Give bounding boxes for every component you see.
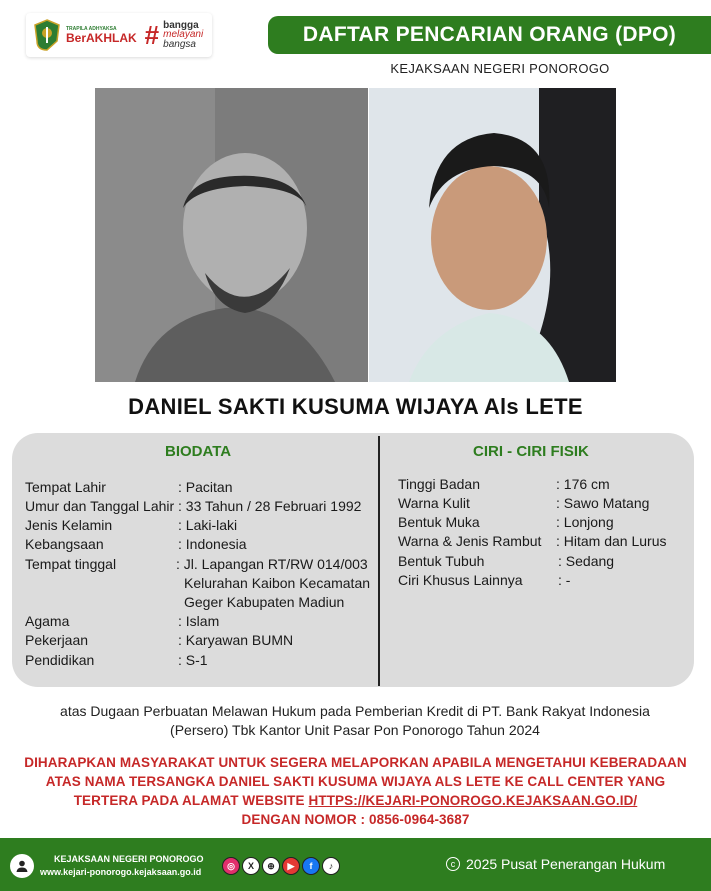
case-description-line-1: atas Dugaan Perbuatan Melawan Hukum pada Pemberian Kredit di PT. Bank Rakyat Indonesia <box>60 703 650 719</box>
biodata-label: Tempat Lahir <box>25 479 106 495</box>
hash-icon: # <box>144 20 160 50</box>
copyright <box>446 856 665 872</box>
appeal-line-3 <box>10 791 701 810</box>
copyright-icon: c <box>446 857 460 871</box>
ciri-label: Ciri Khusus Lainnya <box>398 572 523 588</box>
biodata-value: : Indonesia <box>178 536 247 552</box>
footer-org <box>40 853 204 879</box>
ciri-value: : - <box>558 572 571 588</box>
berakhlak-logo <box>26 13 212 57</box>
bangga-melayani-bangsa <box>163 21 203 50</box>
biodata-value: Kelurahan Kaibon Kecamatan <box>184 575 371 591</box>
biodata-label: Umur dan Tanggal Lahir <box>25 498 175 514</box>
berakhlak-wordmark <box>66 27 137 44</box>
youtube-icon[interactable]: ▶ <box>282 857 300 875</box>
biodata-value: : Laki-laki <box>178 517 238 533</box>
appeal-line-4: DENGAN NOMOR : 0856-0964-3687 <box>241 812 470 827</box>
logo-main-text: BerAKHLAK <box>66 30 137 45</box>
public-appeal <box>10 753 701 829</box>
footer <box>0 838 711 891</box>
ciri-value: : Sawo Matang <box>556 495 650 511</box>
ciri-label: Tinggi Badan <box>398 476 480 492</box>
suspect-photo-left <box>95 88 368 382</box>
suspect-photo-right <box>369 88 616 382</box>
appeal-line-2: ATAS NAMA TERSANGKA DANIEL SAKTI KUSUMA WIJAYA ALS LETE KE CALL CENTER YANG <box>45 774 666 789</box>
ciri-value: : Lonjong <box>556 514 614 530</box>
tiktok-icon[interactable]: ♪ <box>322 857 340 875</box>
copyright-text: 2025 Pusat Penerangan Hukum <box>466 856 666 872</box>
social-icons <box>222 857 340 875</box>
biodata-value: : Jl. Lapangan RT/RW 014/003 <box>176 556 368 572</box>
biodata-label: Pendidikan <box>25 652 95 668</box>
facebook-icon[interactable]: f <box>302 857 320 875</box>
x-icon[interactable]: X <box>242 857 260 875</box>
ciri-value: : 176 cm <box>556 476 610 492</box>
biodata-value: : 33 Tahun / 28 Februari 1992 <box>178 498 362 514</box>
page-title: DAFTAR PENCARIAN ORANG (DPO) <box>268 16 711 54</box>
ciri-label: Bentuk Tubuh <box>398 553 485 569</box>
web-icon[interactable]: ⊕ <box>262 857 280 875</box>
ciri-label: Bentuk Muka <box>398 514 480 530</box>
footer-org-name: KEJAKSAAN NEGERI PONOROGO <box>54 854 204 864</box>
biodata-label: Kebangsaan <box>25 536 104 552</box>
ciri-label: Warna & Jenis Rambut <box>398 533 542 549</box>
footer-org-url[interactable]: www.kejari-ponorogo.kejaksaan.go.id <box>40 867 202 877</box>
ciri-fisik-heading: CIRI - CIRI FISIK <box>473 443 589 460</box>
logo-small-text: TRAPILA ADHYAKSA <box>66 25 117 32</box>
user-icon <box>10 854 34 878</box>
suspect-name: DANIEL SAKTI KUSUMA WIJAYA Als LETE <box>128 394 583 419</box>
panel-divider <box>378 436 380 686</box>
biodata-value: : Pacitan <box>178 479 233 495</box>
appeal-line-1: DIHARAPKAN MASYARAKAT UNTUK SEGERA MELAPORKAN APABILA MENGETAHUI KEBERADAAN <box>24 755 687 770</box>
case-description <box>30 702 680 740</box>
ciri-value: : Sedang <box>558 553 615 569</box>
instagram-icon[interactable]: ◎ <box>222 857 240 875</box>
website-link[interactable]: HTTPS://KEJARI-PONOROGO.KEJAKSAAN.GO.ID/ <box>308 793 638 808</box>
logo-tag-3: bangsa <box>163 38 196 50</box>
biodata-value: Geger Kabupaten Madiun <box>184 594 345 610</box>
biodata-label: Tempat tinggal <box>25 556 117 572</box>
page-subtitle: KEJAKSAAN NEGERI PONOROGO <box>390 61 610 76</box>
biodata-label: Jenis Kelamin <box>25 517 113 533</box>
biodata-value: : S-1 <box>178 652 208 668</box>
kejaksaan-emblem-icon <box>32 18 62 52</box>
biodata-value: : Islam <box>178 613 220 629</box>
biodata-value: : Karyawan BUMN <box>178 632 294 648</box>
ciri-value: : Hitam dan Lurus <box>556 533 667 549</box>
case-description-line-2: (Persero) Tbk Kantor Unit Pasar Pon Ponorogo Tahun 2024 <box>170 722 540 738</box>
ciri-label: Warna Kulit <box>398 495 470 511</box>
biodata-label: Pekerjaan <box>25 632 89 648</box>
biodata-label: Agama <box>25 613 70 629</box>
logo-tag-2: melayani <box>163 29 204 41</box>
logo-tag-1: bangga <box>163 19 199 31</box>
biodata-heading: BIODATA <box>165 443 232 460</box>
appeal-line-3-prefix: TERTERA PADA ALAMAT WEBSITE <box>73 793 309 808</box>
